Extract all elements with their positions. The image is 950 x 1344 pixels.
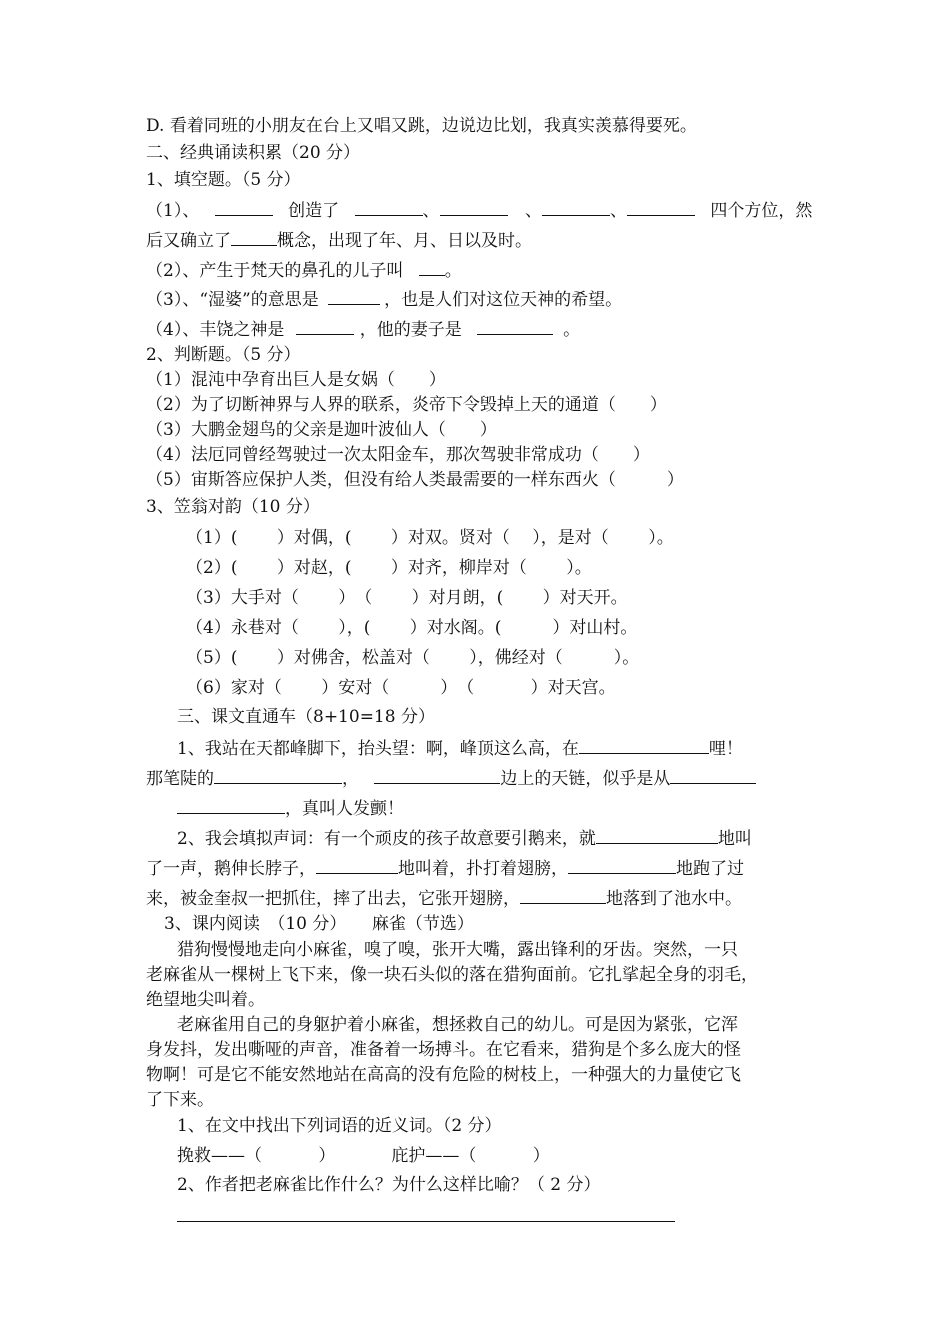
tf-q4 bbox=[146, 443, 650, 467]
text: （4）法厄同曾经驾驶过一次太阳金车，那次驾驶非常成功（ ） bbox=[146, 445, 650, 465]
option-d-text bbox=[146, 114, 697, 138]
text: 地跑了过 bbox=[676, 859, 744, 879]
text: 猎狗慢慢地走向小麻雀，嗅了嗅，张开大嘴，露出锋利的牙齿。突然，一只 bbox=[177, 940, 738, 960]
text: （2）( ）对赵，( ）对齐，柳岸对（ ）。 bbox=[186, 558, 592, 578]
text: （2）、产生于梵天的鼻孔的儿子叫 bbox=[146, 261, 404, 281]
answer-blank[interactable] bbox=[177, 795, 285, 814]
tf-q3 bbox=[146, 418, 497, 442]
answer-blank[interactable] bbox=[520, 885, 606, 904]
text: 边上的天链，似乎是从 bbox=[500, 769, 671, 789]
text: ，他的妻子是 bbox=[359, 320, 462, 340]
text: 绝望地尖叫着。 bbox=[146, 990, 265, 1010]
couplet-q5 bbox=[186, 646, 639, 670]
text: 了一声，鹅伸长脖子， bbox=[146, 859, 316, 879]
text-q1-line1 bbox=[177, 735, 743, 761]
true-false-heading bbox=[146, 343, 301, 367]
passage-line bbox=[146, 1088, 214, 1112]
text: 2、判断题。（5 分） bbox=[146, 345, 301, 365]
answer-blank[interactable] bbox=[214, 765, 342, 784]
text: 二、经典诵读积累（20 分） bbox=[146, 143, 361, 163]
text: 老麻雀从一棵树上飞下来，像一块石头似的落在猎狗面前。它扎挲起全身的羽毛， bbox=[146, 965, 758, 985]
text: 1、填空题。（5 分） bbox=[146, 170, 301, 190]
answer-blank[interactable] bbox=[374, 765, 500, 784]
text: 三、课文直通车（8+10=18 分） bbox=[177, 707, 435, 727]
couplet-q6 bbox=[186, 676, 616, 700]
answer-blank[interactable] bbox=[670, 765, 756, 784]
passage-line bbox=[146, 963, 758, 987]
text-q2-line3 bbox=[146, 885, 742, 911]
text: （4）、丰饶之神是 bbox=[146, 320, 285, 340]
tf-q1 bbox=[146, 368, 446, 392]
text: 四个方位，然 bbox=[710, 201, 813, 221]
answer-line[interactable] bbox=[177, 1221, 675, 1222]
text: 1、在文中找出下列词语的近义词。（2 分） bbox=[177, 1116, 502, 1136]
tf-q5 bbox=[146, 468, 684, 492]
answer-blank[interactable] bbox=[579, 735, 709, 754]
couplet-q1 bbox=[186, 526, 674, 550]
reading-q1-answers bbox=[177, 1144, 550, 1168]
text: 哩！ bbox=[708, 739, 743, 759]
answer-blank[interactable] bbox=[231, 227, 277, 246]
text: （1）混沌中孕育出巨人是女娲（ ） bbox=[146, 370, 446, 390]
section-2-heading bbox=[146, 141, 360, 165]
text: ，也是人们对这位天神的希望。 bbox=[384, 290, 623, 310]
fill-q4 bbox=[146, 316, 580, 342]
reading-heading bbox=[164, 912, 474, 936]
section-3-heading bbox=[177, 705, 435, 729]
text: ，真叫人发颤！ bbox=[285, 799, 404, 819]
answer-blank[interactable] bbox=[355, 197, 423, 216]
text: 老麻雀用自己的身躯护着小麻雀，想拯救自己的幼儿。可是因为紧张，它浑 bbox=[177, 1015, 738, 1035]
text: 地落到了池水中。 bbox=[606, 889, 742, 909]
text: 地叫着，扑打着翅膀， bbox=[398, 859, 568, 879]
text: （3）大鹏金翅鸟的父亲是迦叶波仙人（ ） bbox=[146, 420, 497, 440]
text: 物啊！可是它不能安然地站在高高的没有危险的树枝上，一种强大的力量使它飞 bbox=[146, 1065, 741, 1085]
text: （1）、 bbox=[146, 201, 200, 221]
text: 挽救——（ ） bbox=[177, 1146, 336, 1166]
passage-line bbox=[146, 988, 265, 1012]
text: 身发抖，发出嘶哑的声音，准备着一场搏斗。在它看来，猎狗是个多么庞大的怪 bbox=[146, 1040, 741, 1060]
text: 3、课内阅读 （10 分） 麻雀（节选） bbox=[164, 914, 474, 934]
couplet-q3 bbox=[186, 586, 628, 610]
text-q2-line2 bbox=[146, 855, 744, 881]
text: 、 bbox=[524, 201, 542, 221]
fill-q3 bbox=[146, 286, 622, 312]
text: （5）( ）对佛舍，松盖对（ ），佛经对（ ）。 bbox=[186, 648, 640, 668]
fill-blank-heading bbox=[146, 168, 301, 192]
fill-q2 bbox=[146, 257, 462, 283]
answer-blank[interactable] bbox=[215, 197, 273, 216]
text: 后又确立了 bbox=[146, 231, 231, 251]
text: D. 看着同班的小朋友在台上又唱又跳，边说边比划，我真实羡慕得要死。 bbox=[146, 116, 697, 136]
text-q1-line3 bbox=[177, 795, 404, 821]
fill-q1-line2 bbox=[146, 227, 532, 253]
text: 了下来。 bbox=[146, 1090, 214, 1110]
passage-line bbox=[146, 1038, 741, 1062]
tf-q2 bbox=[146, 393, 667, 417]
reading-q2 bbox=[177, 1173, 600, 1197]
answer-blank[interactable] bbox=[440, 197, 508, 216]
text: 。 bbox=[444, 261, 462, 281]
text: 那笔陡的 bbox=[146, 769, 214, 789]
reading-q1 bbox=[177, 1114, 502, 1138]
couplet-q2 bbox=[186, 556, 592, 580]
text: 1、我站在天都峰脚下，抬头望：啊，峰顶这么高，在 bbox=[177, 739, 579, 759]
text: （3）、“湿婆”的意思是 bbox=[146, 290, 319, 310]
answer-blank[interactable] bbox=[542, 197, 610, 216]
text: （3）大手对（ ） （ ）对月朗，( ）对天开。 bbox=[186, 588, 628, 608]
text: 3、笠翁对韵（10 分） bbox=[146, 497, 320, 517]
text: 、 bbox=[609, 201, 627, 221]
answer-blank[interactable] bbox=[596, 825, 718, 844]
couplet-q4 bbox=[186, 616, 637, 640]
text: （6）家对（ ）安对（ ） （ ）对天宫。 bbox=[186, 678, 616, 698]
text: 2、我会填拟声词：有一个顽皮的孩子故意要引鹅来，就 bbox=[177, 829, 596, 849]
passage-line bbox=[177, 1013, 738, 1037]
answer-blank[interactable] bbox=[627, 197, 695, 216]
text-q1-line2 bbox=[146, 765, 756, 791]
answer-blank[interactable] bbox=[477, 316, 553, 335]
couplet-heading bbox=[146, 495, 320, 519]
answer-blank[interactable] bbox=[568, 855, 676, 874]
text: 。 bbox=[563, 320, 581, 340]
text: （1）( ）对偶，( ）对双。贤对（ ），是对（ ）。 bbox=[186, 528, 674, 548]
answer-blank[interactable] bbox=[328, 286, 380, 305]
answer-blank[interactable] bbox=[419, 257, 445, 276]
answer-blank[interactable] bbox=[296, 316, 354, 335]
text: 概念，出现了年、月、日以及时。 bbox=[277, 231, 532, 251]
text: （2）为了切断神界与人界的联系，炎帝下令毁掉上天的通道（ ） bbox=[146, 395, 667, 415]
text: （5）宙斯答应保护人类，但没有给人类最需要的一样东西火（ ） bbox=[146, 470, 684, 490]
text: （4）永巷对（ ），( ）对水阁。( ）对山村。 bbox=[186, 618, 638, 638]
passage-line bbox=[177, 938, 738, 962]
text: 、 bbox=[422, 201, 440, 221]
text: 来，被金奎叔一把抓住，摔了出去，它张开翅膀， bbox=[146, 889, 520, 909]
fill-q1-line1 bbox=[146, 197, 812, 223]
text: 2、作者把老麻雀比作什么？为什么这样比喻？（ 2 分） bbox=[177, 1175, 601, 1195]
text: 创造了 bbox=[288, 201, 340, 221]
passage-line bbox=[146, 1063, 741, 1087]
text: 庇护——（ ） bbox=[391, 1146, 550, 1166]
text: ， bbox=[342, 769, 359, 789]
answer-blank[interactable] bbox=[316, 855, 398, 874]
text: 地叫 bbox=[717, 829, 752, 849]
text-q2-line1 bbox=[177, 825, 752, 851]
